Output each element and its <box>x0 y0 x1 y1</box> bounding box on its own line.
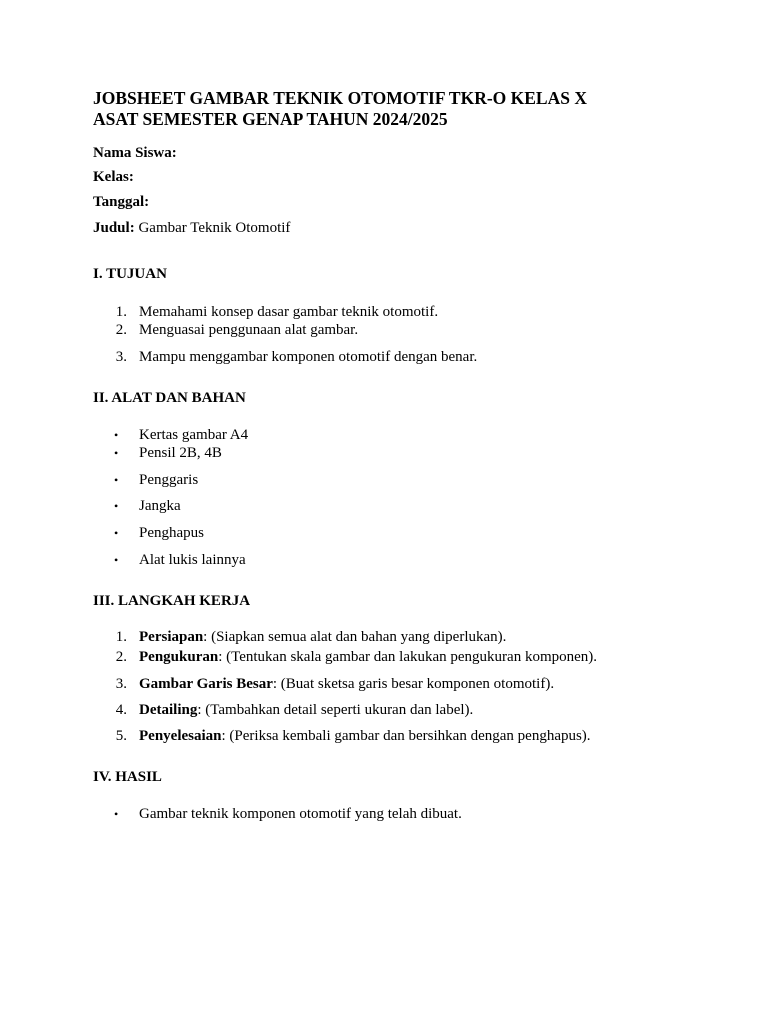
list-item-text: Mampu menggambar komponen otomotif dengan benar. <box>139 349 478 365</box>
field-label: Judul: <box>93 220 135 236</box>
field-label: Nama Siswa: <box>93 145 177 161</box>
list-number: 3. <box>115 349 127 365</box>
list-number: 2. <box>115 322 127 338</box>
step-description: : (Tambahkan detail seperti ukuran dan label). <box>197 702 474 718</box>
step-term: Penyelesaian <box>139 728 222 744</box>
step-term: Persiapan <box>139 629 204 645</box>
section-heading-alat-bahan: II. ALAT DAN BAHAN <box>93 390 246 406</box>
step-description: : (Siapkan semua alat dan bahan yang diperlukan). <box>203 629 507 645</box>
list-item-text <box>139 727 591 745</box>
step-term: Pengukuran <box>139 649 219 665</box>
list-item-text: Penghapus <box>139 525 204 541</box>
section-heading-hasil: IV. HASIL <box>93 769 162 785</box>
bullet-icon: • <box>114 807 119 821</box>
bullet-icon: • <box>114 553 119 567</box>
bullet-icon: • <box>114 428 119 442</box>
step-term: Gambar Garis Besar <box>139 676 273 692</box>
field-kelas <box>93 168 134 186</box>
list-item-text: Memahami konsep dasar gambar teknik otomotif. <box>139 304 439 320</box>
section-heading-langkah-kerja: III. LANGKAH KERJA <box>93 593 251 609</box>
list-item-text: Jangka <box>139 498 181 514</box>
list-item-text <box>139 648 597 666</box>
field-value: Gambar Teknik Otomotif <box>134 220 291 236</box>
list-item-text: Gambar teknik komponen otomotif yang telah dibuat. <box>139 806 462 822</box>
list-number: 5. <box>115 728 127 744</box>
list-item-text: Kertas gambar A4 <box>139 427 249 443</box>
list-item-text <box>139 675 554 693</box>
field-label: Kelas: <box>93 169 134 185</box>
document-title <box>93 88 587 130</box>
field-nama-siswa <box>93 144 177 162</box>
bullet-icon: • <box>114 526 119 540</box>
list-number: 4. <box>115 702 127 718</box>
step-description: : (Buat sketsa garis besar komponen otomotif). <box>272 676 555 692</box>
list-item-text: Penggaris <box>139 472 199 488</box>
list-item-text <box>139 701 473 719</box>
bullet-icon: • <box>114 499 119 513</box>
title-line-2: ASAT SEMESTER GENAP TAHUN 2024/2025 <box>93 109 448 129</box>
list-item-text: Alat lukis lainnya <box>139 552 246 568</box>
field-judul <box>93 219 290 237</box>
section-heading-tujuan: I. TUJUAN <box>93 266 167 282</box>
list-number: 1. <box>115 629 127 645</box>
field-label: Tanggal: <box>93 194 150 210</box>
list-number: 2. <box>115 649 127 665</box>
list-number: 1. <box>115 304 127 320</box>
title-line-1: JOBSHEET GAMBAR TEKNIK OTOMOTIF TKR-O KELAS X <box>93 88 587 108</box>
bullet-icon: • <box>114 473 119 487</box>
list-item-text: Pensil 2B, 4B <box>139 445 222 461</box>
bullet-icon: • <box>114 446 119 460</box>
step-term: Detailing <box>139 702 198 718</box>
list-number: 3. <box>115 676 127 692</box>
field-tanggal <box>93 193 149 211</box>
list-item-text <box>139 628 506 646</box>
list-item-text: Menguasai penggunaan alat gambar. <box>139 322 359 338</box>
step-description: : (Periksa kembali gambar dan bersihkan dengan penghapus). <box>221 728 591 744</box>
step-description: : (Tentukan skala gambar dan lakukan pengukuran komponen). <box>218 649 598 665</box>
